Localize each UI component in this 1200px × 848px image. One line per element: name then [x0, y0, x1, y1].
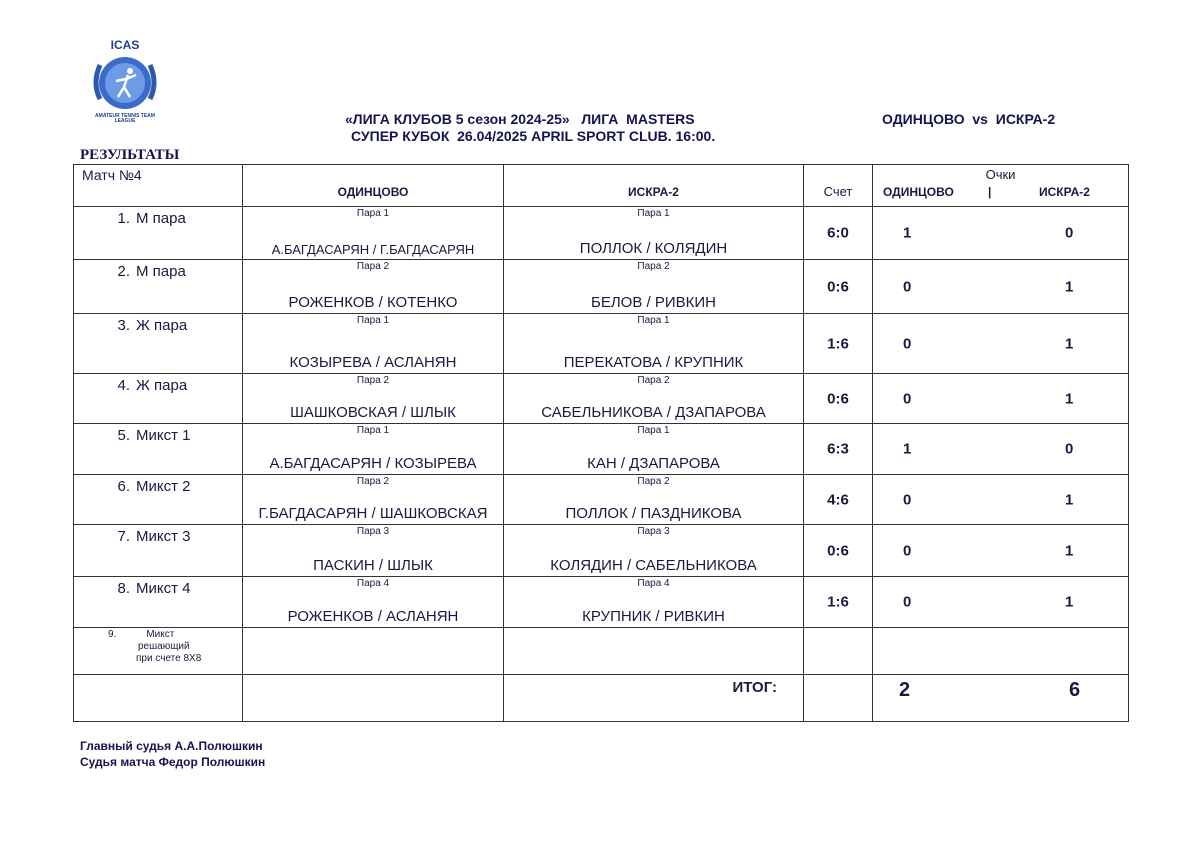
match-number: 8.: [117, 580, 130, 597]
team1-points: 0: [903, 542, 912, 559]
team1-pair-label: Пара 2: [356, 375, 390, 386]
team1-pair-label: Пара 2: [356, 476, 390, 487]
match-name: Микст 2: [136, 478, 191, 495]
team2-points: 0: [1065, 440, 1074, 458]
match-row: [74, 577, 1129, 628]
points-team1-header: ОДИНЦОВО: [883, 185, 954, 199]
match-number-name: [74, 475, 242, 495]
points-separator: |: [988, 185, 992, 199]
match-row: [74, 475, 1129, 525]
team1-header: ОДИНЦОВО: [337, 185, 409, 199]
header-row: [74, 165, 1129, 207]
match-name: Ж пара: [136, 377, 188, 394]
match-name: Микст 3: [136, 528, 191, 545]
total-row: [74, 675, 1129, 722]
team2-players: БЕЛОВ / РИВКИН: [590, 294, 716, 311]
team1-pair-label: Пара 3: [356, 526, 390, 537]
tiebreak-line1: Микст: [146, 629, 175, 640]
team2-header: ИСКРА-2: [628, 185, 679, 199]
team2-points: 1: [1065, 593, 1074, 611]
match-score: 6:3: [827, 440, 849, 458]
team1-players: РОЖЕНКОВ / КОТЕНКО: [288, 294, 458, 311]
tiebreak-row: [74, 628, 1129, 675]
match-number-name: [74, 207, 242, 227]
match-number-name: [74, 374, 242, 394]
team1-players: Г.БАГДАСАРЯН / ШАШКОВСКАЯ: [258, 505, 488, 522]
match-name: Ж пара: [136, 317, 188, 334]
team2-pair-label: Пара 1: [637, 208, 670, 219]
team1-players: А.БАГДАСАРЯН / КОЗЫРЕВА: [269, 455, 477, 472]
team2-points: 1: [1065, 278, 1074, 295]
team2-points: 1: [1065, 335, 1074, 352]
team2-pair-label: Пара 2: [637, 476, 670, 487]
team2-points: 1: [1065, 542, 1074, 559]
score-header: Счет: [823, 184, 853, 199]
icas-logo: [86, 38, 164, 124]
team2-pair-label: Пара 1: [637, 425, 670, 436]
team2-pair-label: Пара 4: [637, 578, 670, 589]
team1-points: 0: [903, 390, 912, 407]
tiebreak-number: 9.: [108, 629, 117, 640]
team2-pair-label: Пара 2: [637, 375, 670, 386]
match-number: 5.: [117, 427, 130, 444]
tiebreak-line2: решающий: [138, 641, 190, 652]
tiebreak-label: [74, 628, 242, 665]
team1-points: 0: [903, 593, 912, 611]
team1-pair-label: Пара 1: [356, 425, 390, 436]
logo-subtitle: AMATEUR TENNIS TEAM LEAGUE: [95, 113, 155, 124]
team1-players: ШАШКОВСКАЯ / ШЛЫК: [290, 404, 456, 421]
match-number: 7.: [117, 528, 130, 545]
points-team2-header: ИСКРА-2: [1039, 185, 1090, 199]
league-title: «ЛИГА КЛУБОВ 5 сезон 2024-25» ЛИГА MASTERS: [345, 111, 695, 127]
match-number-name: [74, 260, 242, 280]
match-name: Микст 1: [136, 427, 191, 444]
team1-pair-label: Пара 1: [356, 315, 390, 326]
team1-players: КОЗЫРЕВА / АСЛАНЯН: [289, 354, 457, 371]
match-score: 0:6: [827, 542, 849, 559]
match-score: 0:6: [827, 390, 849, 407]
match-name: М пара: [136, 210, 186, 227]
team1-pair-label: Пара 4: [356, 578, 390, 589]
team1-players: РОЖЕНКОВ / АСЛАНЯН: [287, 608, 459, 625]
match-score: 0:6: [827, 278, 849, 295]
match-number-name: [74, 424, 242, 444]
tennis-player-laurel-icon: [86, 51, 164, 115]
match-score: 1:6: [827, 335, 849, 352]
team2-players: ПОЛЛОК / ПАЗДНИКОВА: [565, 505, 742, 522]
team2-points: 0: [1065, 224, 1074, 242]
match-judge: Судья матча Федор Полюшкин: [80, 755, 266, 769]
team2-players: ПЕРЕКАТОВА / КРУПНИК: [563, 354, 744, 371]
match-name: М пара: [136, 263, 186, 280]
match-number-name: [74, 314, 242, 334]
team2-players: САБЕЛЬНИКОВА / ДЗАПАРОВА: [541, 404, 766, 421]
team2-players: КРУПНИК / РИВКИН: [582, 608, 725, 625]
team2-players: ПОЛЛОК / КОЛЯДИН: [579, 240, 728, 257]
team1-points: 1: [903, 224, 912, 242]
match-number: 1.: [117, 210, 130, 227]
points-header: Очки: [985, 167, 1016, 182]
total-label: ИТОГ:: [732, 679, 777, 696]
team1-pair-label: Пара 1: [356, 208, 390, 219]
team1-points: 0: [903, 491, 912, 508]
logo-title: ICAS: [110, 38, 140, 52]
matchup-title: ОДИНЦОВО vs ИСКРА-2: [882, 111, 1056, 127]
tiebreak-line3: при счете 8Х8: [136, 653, 202, 664]
total-team1: 2: [899, 679, 911, 701]
match-score: 4:6: [827, 491, 849, 508]
team1-points: 0: [903, 278, 912, 295]
match-number: 4.: [117, 377, 130, 394]
match-row: [74, 314, 1129, 374]
team2-players: КОЛЯДИН / САБЕЛЬНИКОВА: [550, 557, 757, 574]
event-title: СУПЕР КУБОК 26.04/2025 APRIL SPORT CLUB. 16:00.: [351, 128, 716, 144]
match-number: 6.: [117, 478, 130, 495]
match-row: [74, 525, 1129, 577]
match-number-name: [74, 577, 242, 597]
team1-players: А.БАГДАСАРЯН / Г.БАГДАСАРЯН: [271, 242, 475, 257]
match-label: Матч №4: [82, 167, 142, 183]
team2-pair-label: Пара 3: [637, 526, 670, 537]
team1-points: 0: [903, 335, 912, 352]
team2-pair-label: Пара 1: [637, 315, 670, 326]
match-number-name: [74, 525, 242, 545]
match-name: Микст 4: [136, 580, 191, 597]
match-score: 1:6: [827, 593, 849, 611]
match-row: [74, 424, 1129, 475]
results-table: [73, 164, 1129, 722]
match-row: [74, 260, 1129, 314]
match-number: 3.: [117, 317, 130, 334]
match-number: 2.: [117, 263, 130, 280]
team1-players: ПАСКИН / ШЛЫК: [313, 557, 433, 574]
match-row: [74, 207, 1129, 260]
section-title: РЕЗУЛЬТАТЫ: [80, 147, 180, 163]
match-row: [74, 374, 1129, 424]
team2-points: 1: [1065, 491, 1074, 508]
team2-players: КАН / ДЗАПАРОВА: [587, 455, 720, 472]
team2-pair-label: Пара 2: [637, 261, 670, 272]
chief-judge: Главный судья А.А.Полюшкин: [80, 739, 263, 753]
match-score: 6:0: [827, 224, 849, 242]
team1-points: 1: [903, 440, 912, 458]
team1-pair-label: Пара 2: [356, 261, 390, 272]
total-team2: 6: [1069, 679, 1081, 701]
team2-points: 1: [1065, 390, 1074, 407]
